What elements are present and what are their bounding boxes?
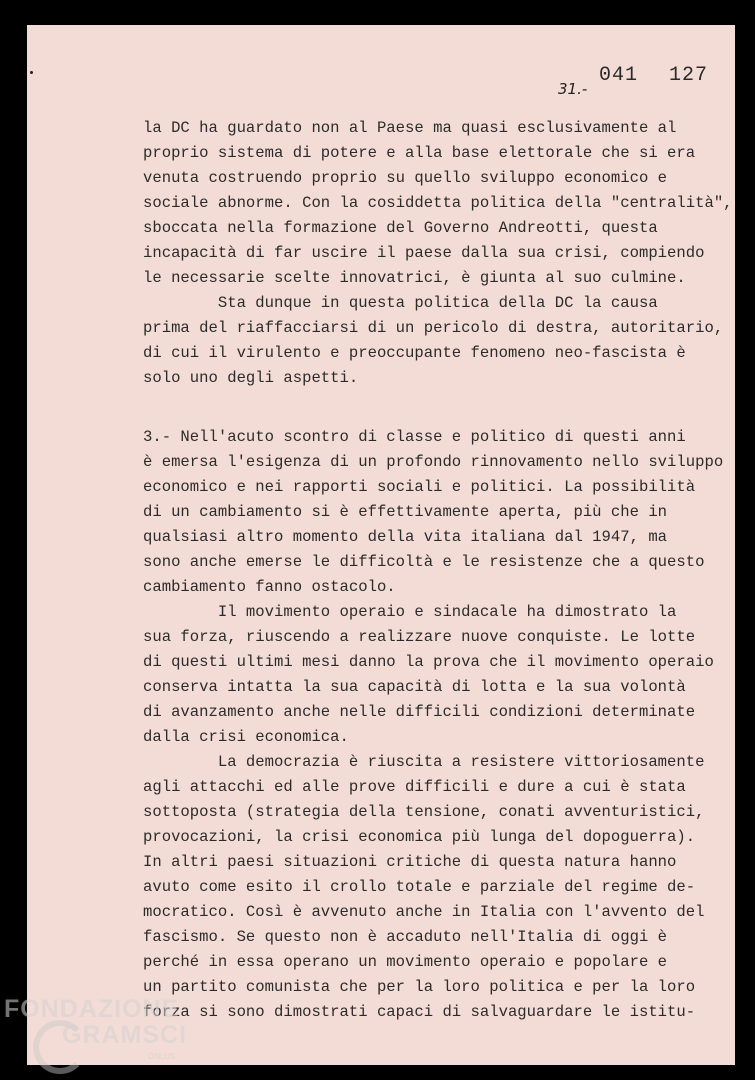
text-line: sono anche emerse le difficoltà e le resistenze che a questo [143,553,705,571]
text-line: cambiamento fanno ostacolo. [143,578,396,596]
text-line: conserva intatta la sua capacità di lotta e la sua volontà [143,678,686,696]
text-line: fascismo. Se questo non è accaduto nell'Italia di oggi è [143,928,668,946]
text-line: Sta dunque in questa politica della DC la causa [143,294,658,312]
page-number-archive: 041 [599,64,639,87]
paper-mark [30,71,33,74]
text-line: La democrazia è riuscita a resistere vittoriosamente [143,753,705,771]
text-line: agli attacchi ed alle prove difficili e dure a cui è stata [143,778,686,796]
text-line: 3.- Nell'acuto scontro di classe e politico di questi anni [143,428,686,446]
text-line: mocratico. Così è avvenuto anche in Italia con l'avvento del [143,903,705,921]
text-line: provocazioni, la crisi economica più lunga del dopoguerra). [143,828,696,846]
text-line: le necessarie scelte innovatrici, è giunta al suo culmine. [143,269,686,287]
text-line: Il movimento operaio e sindacale ha dimostrato la [143,603,677,621]
text-line: sociale abnorme. Con la cosiddetta politica della "centralità", [143,194,733,212]
handwritten-number: 31.- [558,80,588,98]
text-line: di cui il virulento e preoccupante fenomeno neo-fascista è [143,344,686,362]
text-line: economico e nei rapporti sociali e politici. La possibilità [143,478,696,496]
watermark-line1: FONDAZIONE [4,995,180,1023]
page-number-original: 127 [669,64,709,87]
text-line: la DC ha guardato non al Paese ma quasi esclusivamente al [143,119,677,137]
text-line: sottoposta (strategia della tensione, conati avventuristici, [143,803,705,821]
text-line: sua forza, riuscendo a realizzare nuove conquiste. Le lotte [143,628,696,646]
text-line: dalla crisi economica. [143,728,349,746]
text-line: forza si sono dimostrati capaci di salvaguardare le istitu- [143,1003,696,1021]
watermark-suffix: ONLUS [148,1052,176,1061]
text-line: di questi ultimi mesi danno la prova che il movimento operaio [143,653,714,671]
text-line: di un cambiamento si è effettivamente aperta, più che in [143,503,668,521]
text-line: prima del riaffacciarsi di un pericolo di destra, autoritario, [143,319,724,337]
text-line: venuta costruendo proprio su quello sviluppo economico e [143,169,668,187]
text-line: sboccata nella formazione del Governo Andreotti, questa [143,219,658,237]
text-line: In altri paesi situazioni critiche di questa natura hanno [143,853,677,871]
watermark-logo [4,996,187,1048]
watermark-line2: GRAMSCI [62,1021,188,1049]
text-line: perché in essa operano un movimento operaio e popolare e [143,953,668,971]
text-line: di avanzamento anche nelle difficili condizioni determinate [143,703,696,721]
text-line: avuto come esito il crollo totale e parziale del regime de- [143,878,696,896]
text-line: incapacità di far uscire il paese dalla sua crisi, compiendo [143,244,705,262]
text-line: qualsiasi altro momento della vita italiana dal 1947, ma [143,528,668,546]
text-line: proprio sistema di potere e alla base elettorale che si era [143,144,696,162]
text-line: è emersa l'esigenza di un profondo rinnovamento nello sviluppo [143,453,724,471]
text-line: un partito comunista che per la loro politica e per la loro [143,978,696,996]
text-line: solo uno degli aspetti. [143,369,359,387]
